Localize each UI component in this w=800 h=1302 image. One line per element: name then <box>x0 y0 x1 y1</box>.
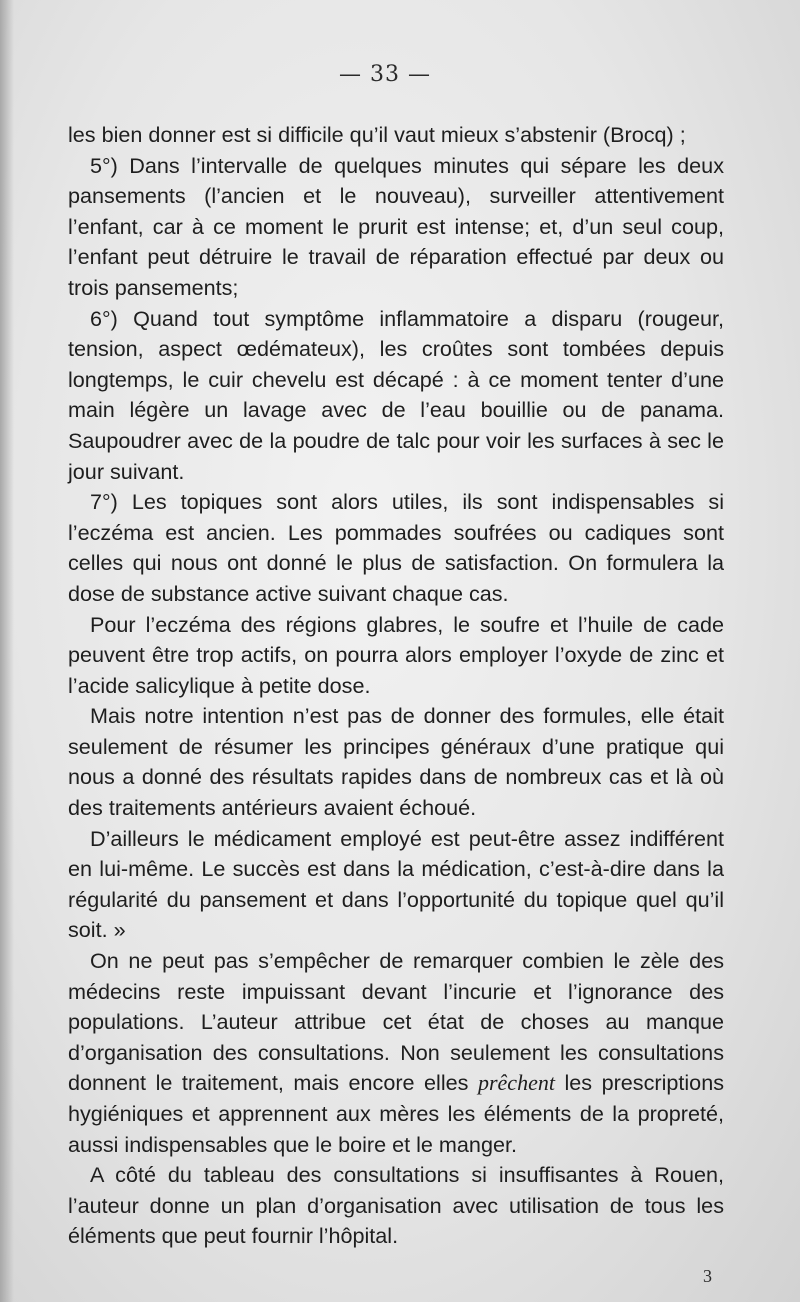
emphasized-word: prêchent <box>477 1070 555 1096</box>
paragraph: 6°) Quand tout symptôme inflammatoire a disparu (rougeur, tension, aspect œdémateux), les croûtes sont tombées depuis longtemps, le cuir chevelu est décapé : à ce moment tenter d’une main légère un lavage avec de l’eau bouillie ou de panama. Saupoudrer avec de la poudre de talc pour voir les surfaces à sec le jour suivant. <box>68 305 724 484</box>
paragraph: les bien donner est si difficile qu’il vaut mieux s’abstenir (Brocq) ; <box>68 122 686 147</box>
paragraph: Pour l’eczéma des régions glabres, le soufre et l’huile de cade peuvent être trop actifs, on pourra alors employer l’oxyde de zinc et l’acide salicylique à petite dose. <box>68 611 724 698</box>
page-edge-shadow <box>0 0 14 1302</box>
page-number: — 33 — <box>339 62 431 87</box>
paragraph: 5°) Dans l’intervalle de quelques minutes qui sépare les deux pansements (l’ancien et le nouveau), surveiller attentivement l’enfant, car à ce moment le prurit est intense; et, d’un seul coup, l’enfant peut détruire le travail de réparation effectué par deux ou trois pansements; <box>68 152 724 300</box>
paragraph: 7°) Les topiques sont alors utiles, ils sont indispensables si l’eczéma est ancien. Les pommades soufrées ou cadiques sont celles qui nous ont donné le plus de satisfaction. On formulera la dose de substance active suivant chaque cas. <box>68 489 724 606</box>
body-text <box>68 120 724 1252</box>
paragraph: Mais notre intention n’est pas de donner des formules, elle était seulement de résumer les principes généraux d’une pratique qui nous a donné des résultats rapides dans de nombreux cas et là où des traitements antérieurs avaient échoué. <box>68 703 724 821</box>
paragraph-text: On ne peut pas s’empêcher de remarquer combien le zèle des médecins reste impuissant devant l’incurie et l’ignorance des populations. L’auteur attribue cet état de choses au manque d’organisation des consultations. Non seulement les consultations donnent le traitement, mais encore elles <box>68 948 724 1096</box>
paragraph <box>68 946 724 1160</box>
paragraph-text: les prescriptions hygiéniques et apprennent aux mères les éléments de la propreté, aussi indispensables que le boire et le manger. <box>68 1070 724 1157</box>
signature-mark: 3 <box>703 1266 712 1286</box>
paragraph: D’ailleurs le médicament employé est peut-être assez indifférent en lui-même. Le succès est dans la médication, c’est-à-dire dans la régularité du pansement et dans l’opportunité du topique quel qu’il soit. » <box>68 825 724 943</box>
paragraph: A côté du tableau des consultations si insuffisantes à Rouen, l’auteur donne un plan d’organisation avec utilisation de tous les éléments que peut fournir l’hôpital. <box>68 1162 724 1249</box>
